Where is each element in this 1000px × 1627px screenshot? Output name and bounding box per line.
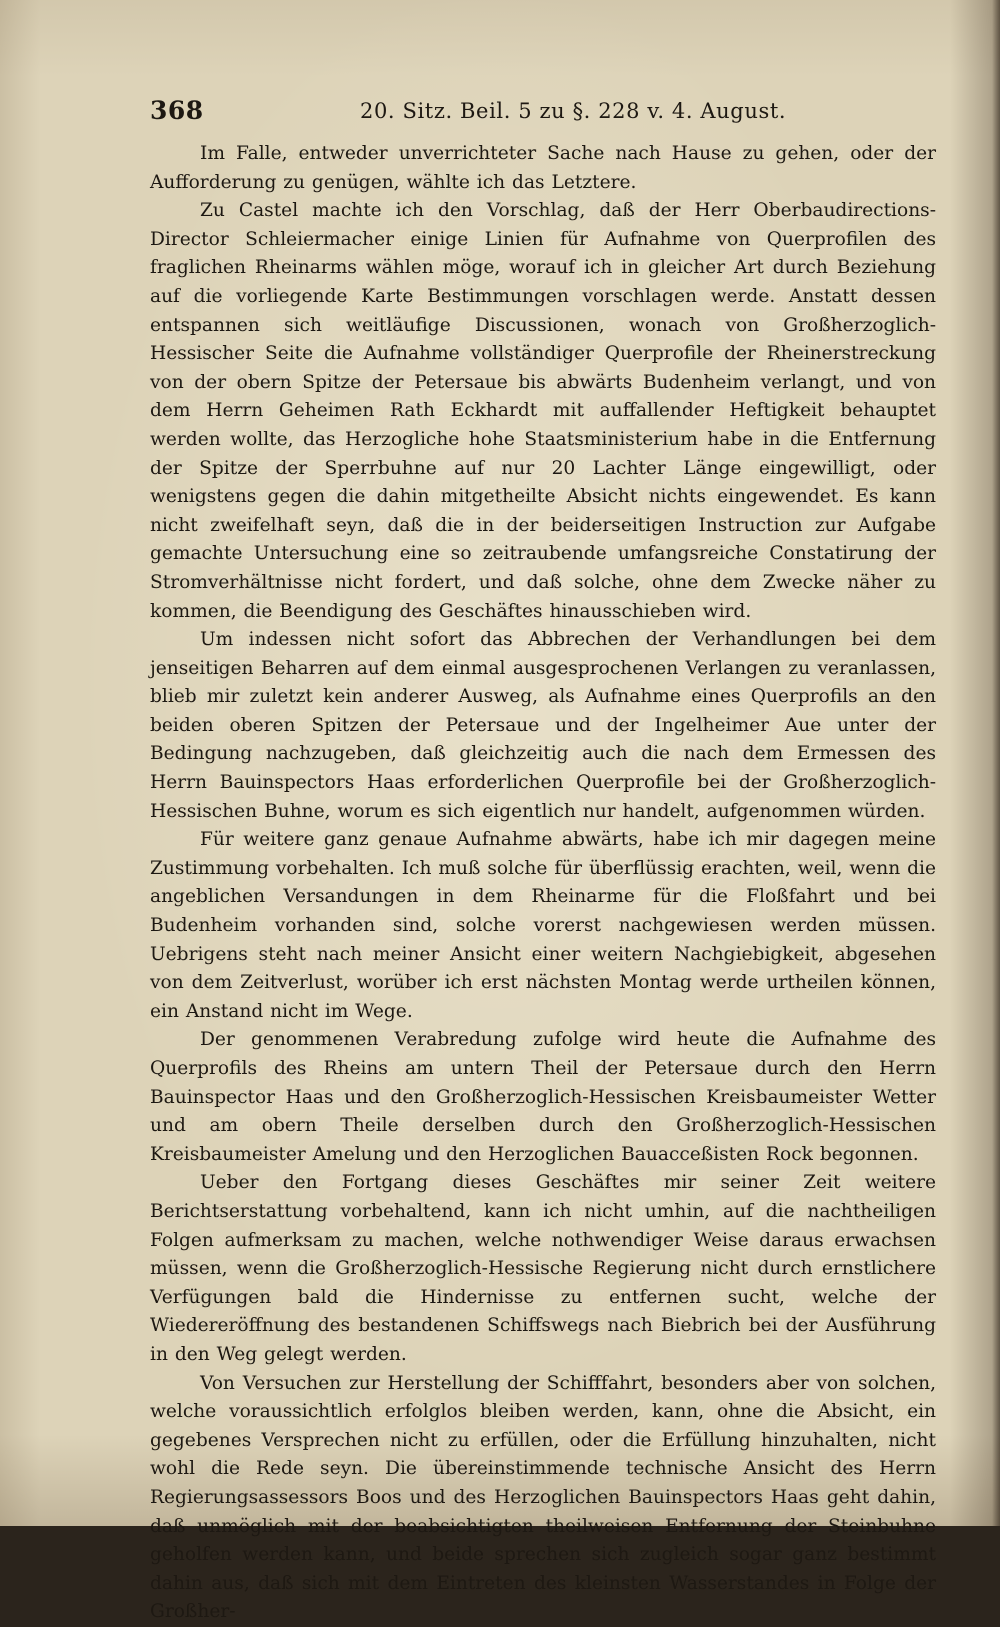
paragraph: Der genommenen Verabredung zufolge wird heute die Aufnahme des Querprofils des Rheins am untern Theil der Petersaue durch den Herrn Bauinspector Haas und den Großherzoglich-Hessischen Kreisbaumeister Wetter und am obern Theile derselben durch den Großherzoglich-Hessischen Kreisbaumeister Amelung und den Herzoglichen Bauacceßisten Rock begonnen. (150, 1029, 936, 1165)
paragraph: Für weitere ganz genaue Aufnahme abwärts, habe ich mir dagegen meine Zustimmung vorbehalten. Ich muß solche für überflüssig erachten, weil, wenn die angeblichen Versandungen in dem Rheinarme für die Floßfahrt und bei Budenheim vorhanden sind, solche vorerst nachgewiesen werden müssen. Uebrigens steht nach meiner Ansicht einer weitern Nachgiebigkeit, abgesehen von dem Zeitverlust, worüber ich erst nächsten Montag werde urtheilen können, ein Anstand nicht im Wege. (150, 829, 936, 1022)
running-head: 20. Sitz. Beil. 5 zu §. 228 v. 4. August. (360, 99, 787, 123)
page-number: 368 (150, 96, 204, 125)
paragraph: Von Versuchen zur Herstellung der Schifffahrt, besonders aber von solchen, welche voraussichtlich erfolglos bleiben werden, kann, ohne die Absicht, ein gegebenes Versprechen nicht zu erfüllen, oder die Erfüllung hinzuhalten, nicht wohl die Rede seyn. Die übereinstimmende technische Ansicht des Herrn Regierungsassessors Boos und des Herzoglichen Bauinspectors Haas geht dahin, daß unmöglich mit der beabsichtigten theilweisen Entfernung der Steinbuhne geholfen werden kann, und beide sprechen sich zugleich sogar ganz bestimmt dahin aus, daß sich mit dem Eintreten des kleinsten Wasserstandes in Folge der Großher- (150, 1372, 936, 1623)
paragraph: Um indessen nicht sofort das Abbrechen der Verhandlungen bei dem jenseitigen Beharren auf dem einmal ausgesprochenen Verlangen zu veranlassen, blieb mir zuletzt kein anderer Ausweg, als Aufnahme eines Querprofils an den beiden oberen Spitzen der Petersaue und der Ingelheimer Aue unter der Bedingung nachzugeben, daß gleichzeitig auch die nach dem Ermessen des Herrn Bauinspectors Haas erforderlichen Querprofile bei der Großherzoglich-Hessischen Buhne, worum es sich eigentlich nur handelt, aufgenommen würden. (150, 629, 936, 822)
page-edge-shadow (992, 0, 1000, 1526)
paragraph: Im Falle, entweder unverrichteter Sache nach Hause zu gehen, oder der Aufforderung zu genügen, wählte ich das Letztere. (150, 143, 936, 193)
page-header (150, 96, 940, 126)
paragraph: Ueber den Fortgang dieses Geschäftes mir seiner Zeit weitere Berichtserstattung vorbehaltend, kann ich nicht umhin, auf die nachtheiligen Folgen aufmerksam zu machen, welche nothwendiger Weise daraus erwachsen müssen, wenn die Großherzoglich-Hessische Regierung nicht durch ernstlichere Verfügungen bald die Hindernisse zu entfernen sucht, welche der Wiedereröffnung des bestandenen Schiffswegs nach Biebrich bei der Ausführung in den Weg gelegt werden. (150, 1172, 936, 1365)
body-text (150, 140, 936, 1627)
paragraph: Zu Castel machte ich den Vorschlag, daß der Herr Oberbaudirections-Director Schleiermacher einige Linien für Aufnahme von Querprofilen des fraglichen Rheinarms wählen möge, worauf ich in gleicher Art durch Beziehung auf die vorliegende Karte Bestimmungen vorschlagen werde. Anstatt dessen entspannen sich weitläufige Discussionen, wonach von Großherzoglich-Hessischer Seite die Aufnahme vollständiger Querprofile der Rheinerstreckung von der obern Spitze der Petersaue bis abwärts Budenheim verlangt, und von dem Herrn Geheimen Rath Eckhardt mit auffallender Heftigkeit behauptet werden wollte, das Herzogliche hohe Staatsministerium habe in die Entfernung der Spitze der Sperrbuhne auf nur 20 Lachter Länge eingewilligt, oder wenigstens gegen die dahin mitgetheilte Absicht nichts eingewendet. Es kann nicht zweifelhaft seyn, daß die in der beiderseitigen Instruction zur Aufgabe gemachte Untersuchung eine so zeitraubende umfangsreiche Constatirung der Stromverhältnisse nicht fordert, und daß solche, ohne dem Zwecke näher zu kommen, die Beendigung des Geschäftes hinausschieben wird. (150, 200, 936, 622)
